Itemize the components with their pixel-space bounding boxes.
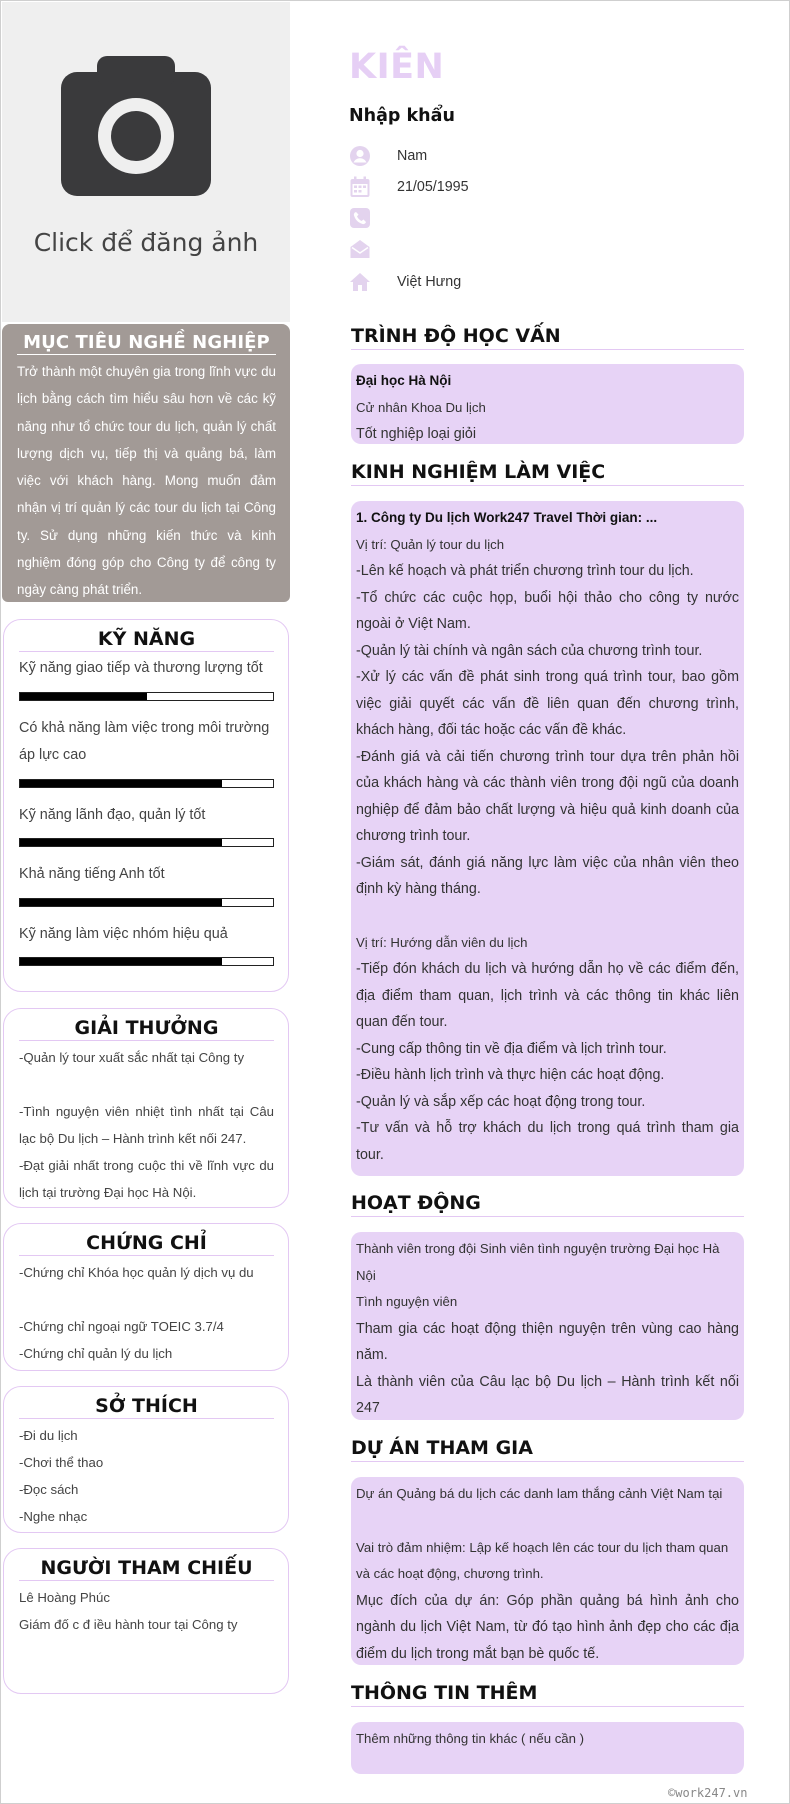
duty-item: -Tư vấn và hỗ trợ khách du lịch trong quá trình tham gia tour. — [356, 1120, 739, 1163]
skill-item — [19, 715, 274, 788]
skill-item — [19, 802, 274, 848]
skills-title: KỸ NĂNG — [19, 628, 274, 652]
hobby-item: -Chơi thể thao — [19, 1455, 104, 1470]
extra-title: THÔNG TIN THÊM — [351, 1682, 744, 1707]
certificate-item: -Chứng chỉ quản lý du lịch — [19, 1346, 173, 1361]
info-email — [349, 236, 371, 262]
position-title: Vị trí: Hướng dẫn viên du lịch — [356, 934, 528, 950]
activities-title: HOẠT ĐỘNG — [351, 1192, 744, 1217]
skill-name: Kỹ năng làm việc nhóm hiệu quả — [19, 925, 228, 942]
awards-section — [3, 1008, 289, 1208]
skills-section — [3, 619, 289, 992]
watermark: ©work247.vn — [668, 1786, 748, 1800]
info-address — [349, 269, 462, 295]
certificates-title: CHỨNG CHỈ — [19, 1232, 274, 1256]
skill-bar — [19, 898, 274, 907]
info-gender — [349, 143, 428, 169]
activity-role: Tình nguyện viên — [356, 1294, 458, 1309]
award-item: -Tình nguyện viên nhiệt tình nhất tại Câu lạc bộ Du lịch – Hành trình kết nối 247. — [19, 1104, 274, 1146]
activity-org: Thành viên trong đội Sinh viên tình nguyện trường Đại học Hà Nội — [356, 1241, 720, 1283]
grade: Tốt nghiệp loại giỏi — [356, 426, 477, 442]
certificate-item: -Chứng chỉ ngoại ngữ TOEIC 3.7/4 — [19, 1319, 224, 1334]
info-birthday — [349, 174, 469, 200]
gender-value: Nam — [397, 148, 428, 164]
phone-icon — [349, 207, 371, 229]
duty-item: -Xử lý các vấn đề phát sinh trong quá trình tour, bao gồm việc giải quyết các vấn đề liên quan đến chương trình, khách hàng, đối tác hoặc các vấn đề khác. — [356, 669, 739, 738]
calendar-icon — [349, 176, 371, 198]
experience-title: KINH NGHIỆM LÀM VIỆC — [351, 461, 744, 486]
award-item: -Quản lý tour xuất sắc nhất tại Công ty — [19, 1050, 245, 1065]
project-name: Dự án Quảng bá du lịch các danh lam thắng cảnh Việt Nam tại — [356, 1486, 723, 1501]
duty-item: -Điều hành lịch trình và thực hiện các hoạt động. — [356, 1067, 665, 1083]
activity-line: Tham gia các hoạt động thiện nguyện trên vùng cao hàng năm. — [356, 1320, 739, 1363]
skill-name: Khả năng tiếng Anh tốt — [19, 866, 165, 882]
skill-item — [19, 861, 274, 907]
awards-title: GIẢI THƯỞNG — [19, 1017, 274, 1041]
position-title: Vị trí: Quản lý tour du lịch — [356, 536, 505, 552]
objective-title: MỤC TIÊU NGHỀ NGHIỆP — [17, 332, 276, 355]
skill-bar-fill — [20, 839, 222, 846]
hobby-item: -Nghe nhạc — [19, 1509, 88, 1524]
skill-bar — [19, 838, 274, 847]
duty-item: -Lên kế hoạch và phát triển chương trình tour du lịch. — [356, 563, 694, 579]
duty-item: -Quản lý tài chính và ngân sách của chương trình tour. — [356, 642, 703, 659]
duty-item: -Tiếp đón khách du lịch và hướng dẫn họ về các điểm đến, địa điểm tham quan, lịch trình và các thông tin khác liên quan đến tour. — [356, 961, 739, 1030]
project-goal: Mục đích của dự án: Góp phần quảng bá hình ảnh cho ngành du lịch Việt Nam, từ đó tạo hình ảnh đẹp cho các địa điểm du lịch trong mắt bạn bè quốc tế. — [356, 1592, 739, 1662]
birthday-value: 21/05/1995 — [397, 179, 469, 195]
duty-item: -Quản lý và sắp xếp các hoạt động trong tour. — [356, 1093, 646, 1110]
references-title: NGƯỜI THAM CHIẾU — [19, 1557, 274, 1581]
address-value: Việt Hưng — [397, 274, 462, 290]
skill-name: Có khả năng làm việc trong môi trường áp lực cao — [19, 719, 270, 763]
project-role: Vai trò đảm nhiệm: Lập kế hoạch lên các tour du lịch tham quan và các hoạt động, chương trình. — [356, 1539, 729, 1581]
skill-name: Kỹ năng giao tiếp và thương lượng tốt — [19, 660, 263, 676]
extra-box — [351, 1722, 744, 1774]
hobbies-title: SỞ THÍCH — [19, 1395, 274, 1419]
left-column — [1, 1, 290, 1804]
duty-item: -Giám sát, đánh giá năng lực làm việc của nhân viên theo định kỳ hàng tháng. — [356, 854, 739, 897]
hobby-item: -Đi du lịch — [19, 1428, 78, 1443]
home-icon — [349, 271, 371, 293]
award-item: -Đạt giải nhất trong cuộc thi về lĩnh vực du lịch tại trường Đại học Hà Nội. — [19, 1158, 274, 1200]
skill-bar-fill — [20, 693, 147, 700]
skill-bar-fill — [20, 958, 222, 965]
education-box — [351, 364, 744, 444]
certificate-item: -Chứng chỉ Khóa học quản lý dịch vụ du — [19, 1265, 254, 1280]
duty-item: -Đánh giá và cải tiến chương trình tour dựa trên phản hồi của khách hàng và các thành viên trong đội ngũ của doanh nghiệp để đảm bảo chất lượng và hiệu quả kinh doanh của chương trình tour. — [356, 748, 739, 844]
reference-position: Giám đố c đ iều hành tour tại Công ty — [19, 1617, 238, 1632]
objective-text: Trở thành một chuyên gia trong lĩnh vực du lịch bằng cách tìm hiểu sâu hơn về các kỹ năng như tổ chức tour du lịch, quản lý chất lượng dịch vụ, tiếp thị và quảng bá, làm việc với khách hàng. Mong muốn đảm nhận vị trí quản lý các tour du lịch tại Công ty. Sử dụng những kiến thức và kinh nghiệm đóng góp cho Công ty để công ty ngày càng phát triển. — [17, 364, 276, 598]
skill-item — [19, 655, 274, 701]
hobby-item: -Đọc sách — [19, 1482, 79, 1497]
projects-box — [351, 1477, 744, 1665]
skill-bar — [19, 692, 274, 701]
job-title: Nhập khẩu — [349, 106, 455, 126]
skill-bar-fill — [20, 899, 222, 906]
photo-upload[interactable] — [2, 2, 290, 322]
duty-item: -Cung cấp thông tin về địa điểm và lịch trình tour. — [356, 1040, 667, 1057]
career-objective — [2, 324, 290, 602]
user-icon — [349, 145, 371, 167]
photo-caption: Click để đăng ảnh — [33, 228, 259, 257]
extra-text: Thêm những thông tin khác ( nếu cần ) — [356, 1731, 585, 1746]
activities-box — [351, 1232, 744, 1420]
education-title: TRÌNH ĐỘ HỌC VẤN — [351, 325, 744, 350]
activity-line: Là thành viên của Câu lạc bộ Du lịch – Hành trình kết nối 247 — [356, 1373, 739, 1416]
school-name: Đại học Hà Nội — [356, 373, 452, 388]
candidate-name: KIÊN — [349, 47, 445, 87]
skill-name: Kỹ năng lãnh đạo, quản lý tốt — [19, 806, 206, 823]
skill-item — [19, 921, 274, 967]
skill-bar-fill — [20, 780, 222, 787]
skill-bar — [19, 957, 274, 966]
experience-box — [351, 501, 744, 1176]
duty-item: -Tổ chức các cuộc họp, buổi hội thảo cho công ty nước ngoài ở Việt Nam. — [356, 589, 739, 632]
certificates-section — [3, 1223, 289, 1371]
camera-icon — [61, 50, 233, 218]
email-icon — [349, 238, 371, 260]
degree: Cử nhân Khoa Du lịch — [356, 399, 486, 415]
skill-bar — [19, 779, 274, 788]
company-name: 1. Công ty Du lịch Work247 Travel Thời gian: ... — [356, 510, 658, 525]
projects-title: DỰ ÁN THAM GIA — [351, 1437, 744, 1462]
reference-name: Lê Hoàng Phúc — [19, 1590, 110, 1605]
info-phone — [349, 205, 371, 231]
references-section — [3, 1548, 289, 1694]
hobbies-section — [3, 1386, 289, 1533]
